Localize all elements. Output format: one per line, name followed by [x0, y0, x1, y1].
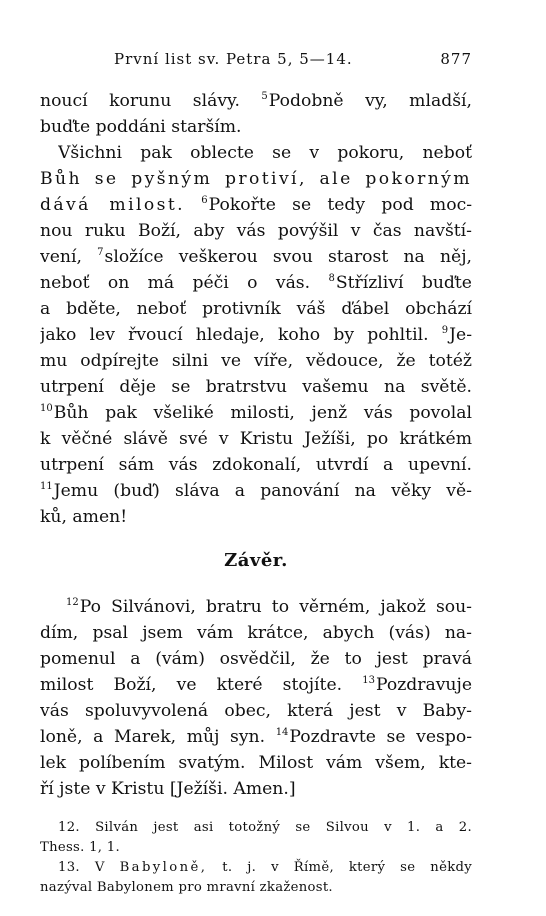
text-line-11: mu odpírejte silni ve víře, vědouce, že totéž	[40, 351, 472, 371]
verse-number: 9	[441, 325, 449, 336]
text-segment: Babyloně,	[119, 860, 208, 875]
text-segment: milost Boží, ve které stojíte.	[40, 675, 343, 695]
footnote-12-line-1: 12. Silván jest asi totožný se Silvou v 1. a 2.	[58, 820, 472, 835]
text-line-9: a bděte, neboť protivník váš ďábel obchází	[40, 299, 472, 319]
text-line-17: ků, amen!	[40, 507, 128, 527]
section-line-1	[66, 594, 472, 620]
section-line-2: dím, psal jsem vám krátce, abych (vás) na-	[40, 623, 472, 643]
text-segment: Bůh pak všeliké milosti, jenž vás povolal	[53, 403, 472, 423]
text-line-8	[40, 270, 472, 296]
running-head	[40, 50, 472, 72]
text-segment: Podobně vy, mladší,	[268, 91, 472, 111]
text-segment: Pokořte se tedy pod moc-	[208, 195, 472, 215]
verse-number: 10	[40, 403, 53, 414]
text-segment: neboť on má péči o vás.	[40, 273, 311, 293]
text-line-14: k věčné slávě své v Kristu Ježíši, po krátkém	[40, 429, 472, 449]
section-line-6	[40, 724, 472, 750]
verse-number: 5	[261, 91, 268, 102]
footnote-13-line-2: nazýval Babylonem pro mravní zkaženost.	[40, 880, 333, 895]
footnote-12-line-2: Thess. 1, 1.	[40, 840, 120, 855]
text-segment: noucí korunu slávy.	[40, 91, 240, 111]
section-line-8: ří jste v Kristu [Ježíši. Amen.]	[40, 779, 296, 799]
text-segment: dává milost.	[40, 195, 186, 215]
text-line-5	[40, 192, 472, 218]
text-segment: Pozdravte se vespo-	[289, 727, 472, 747]
text-line-16	[40, 478, 472, 504]
text-line-2: buďte poddáni starším.	[40, 117, 242, 137]
section-heading: Závěr.	[224, 550, 288, 571]
text-line-13	[40, 400, 472, 426]
text-segment: vení,	[40, 247, 82, 267]
running-title: První list sv. Petra 5, 5—14.	[114, 50, 353, 68]
verse-number: 14	[275, 727, 289, 738]
text-line-6: nou ruku Boží, aby vás povýšil v čas navští-	[40, 221, 472, 241]
text-line-12: utrpení děje se bratrstvu vašemu na světě.	[40, 377, 472, 397]
text-segment: Pozdravuje	[375, 675, 472, 695]
text-line-3: Všichni pak oblecte se v pokoru, neboť	[58, 143, 472, 163]
verse-number: 12	[66, 597, 79, 608]
footnote-13-line-1	[58, 858, 472, 878]
text-segment: Je-	[449, 325, 472, 345]
section-line-5: vás spoluvyvolená obec, která jest v Baby-	[40, 701, 472, 721]
verse-number: 11	[40, 481, 53, 492]
text-segment: t. j. v Římě, který se někdy	[222, 860, 472, 875]
text-segment: jako lev řvoucí hledaje, koho by pohltil.	[40, 325, 429, 345]
verse-number: 13	[362, 675, 375, 686]
page-number: 877	[440, 50, 472, 68]
text-line-10	[40, 322, 472, 348]
text-line-1	[40, 88, 472, 114]
verse-number: 6	[201, 195, 208, 206]
verse-number: 7	[97, 247, 104, 258]
text-line-4: Bůh se pyšným protiví, ale pokorným	[40, 169, 472, 189]
verse-number: 8	[328, 273, 335, 284]
text-segment: Střízliví buďte	[335, 273, 472, 293]
text-segment: Po Silvánovi, bratru to věrném, jakož sou-	[79, 597, 472, 617]
footnote-number: 13. V	[58, 860, 105, 875]
section-line-7: lek políbením svatým. Milost vám všem, kte-	[40, 753, 472, 773]
text-segment: loně, a Marek, můj syn.	[40, 727, 266, 747]
text-segment: Jemu (buď) sláva a panování na věky vě-	[53, 481, 472, 501]
text-segment: složíce veškerou svou starost na něj,	[104, 247, 472, 267]
text-line-15: utrpení sám vás zdokonalí, utvrdí a upevní.	[40, 455, 472, 475]
text-line-7	[40, 244, 472, 270]
section-line-3: pomenul a (vám) osvědčil, že to jest pravá	[40, 649, 472, 669]
section-line-4	[40, 672, 472, 698]
